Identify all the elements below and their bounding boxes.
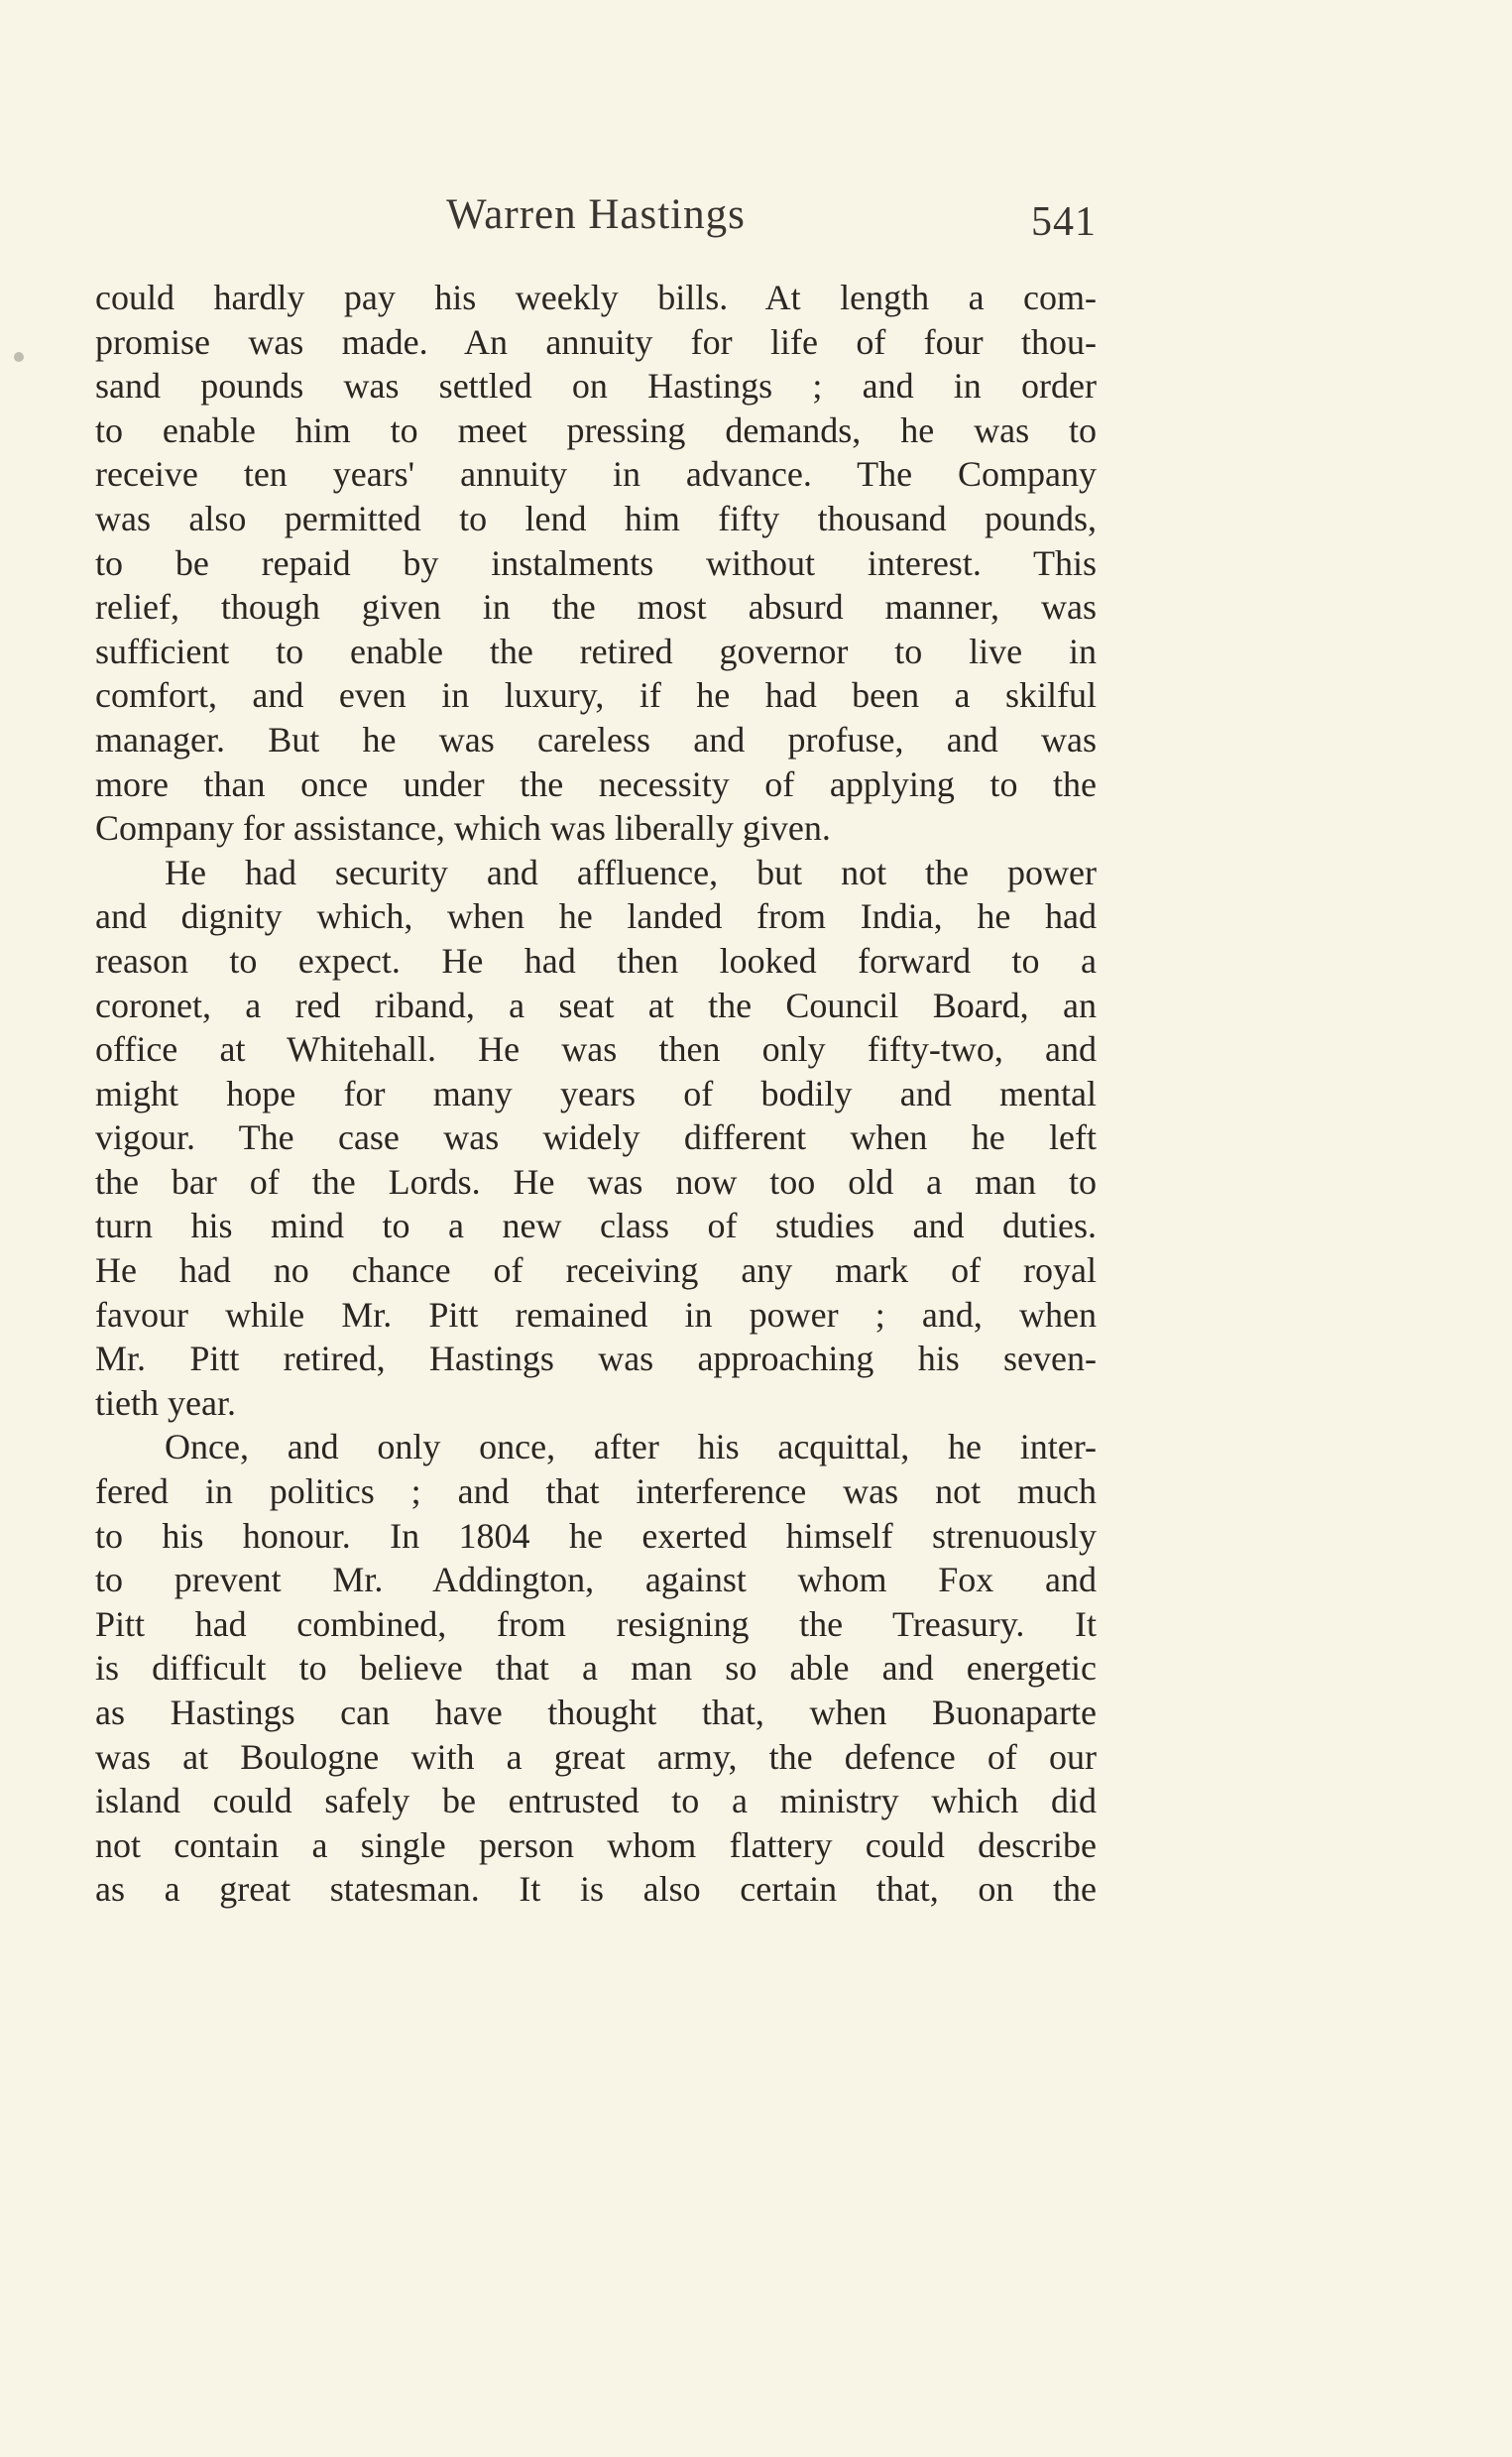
page-number: 541 bbox=[1031, 199, 1097, 245]
page-speck bbox=[14, 352, 24, 362]
text-line: to enable him to meet pressing demands, he was to bbox=[95, 410, 1097, 450]
text-line: could hardly pay his weekly bills. At length a com- bbox=[95, 278, 1097, 317]
paragraph-2 bbox=[95, 851, 1097, 1426]
text-line: is difficult to believe that a man so able and energetic bbox=[95, 1648, 1097, 1689]
text-line: comfort, and even in luxury, if he had been a skilful bbox=[95, 675, 1097, 716]
text-line: tieth year. bbox=[95, 1382, 236, 1423]
paragraph-1 bbox=[95, 276, 1097, 851]
body-text bbox=[95, 276, 1097, 1912]
text-line: sufficient to enable the retired governor to live in bbox=[95, 631, 1097, 671]
text-line: was also permitted to lend him fifty thousand pounds, bbox=[95, 498, 1097, 538]
text-line: sand pounds was settled on Hastings ; and in order bbox=[95, 366, 1097, 407]
text-line: the bar of the Lords. He was now too old a man to bbox=[95, 1161, 1097, 1202]
text-line: favour while Mr. Pitt remained in power ; and, when bbox=[95, 1294, 1097, 1335]
text-line: to prevent Mr. Addington, against whom Fox and bbox=[95, 1560, 1097, 1600]
text-line: vigour. The case was widely different when he left bbox=[95, 1117, 1097, 1158]
text-line: office at Whitehall. He was then only fifty-two, and bbox=[95, 1029, 1097, 1070]
text-line: promise was made. An annuity for life of four thou- bbox=[95, 321, 1097, 362]
text-line: turn his mind to a new class of studies and duties. bbox=[95, 1206, 1097, 1246]
text-line: Once, and only once, after his acquittal, he inter- bbox=[165, 1427, 1097, 1467]
text-line: He had no chance of receiving any mark of royal bbox=[95, 1250, 1097, 1291]
text-line: as Hastings can have thought that, when Buonaparte bbox=[95, 1693, 1097, 1732]
text-line: relief, though given in the most absurd manner, was bbox=[95, 587, 1097, 628]
running-title: Warren Hastings bbox=[446, 191, 746, 238]
text-line: as a great statesman. It is also certain that, on the bbox=[95, 1869, 1097, 1910]
text-line: receive ten years' annuity in advance. The Company bbox=[95, 454, 1097, 495]
text-line: Company for assistance, which was liberally given. bbox=[95, 808, 831, 849]
text-line: island could safely be entrusted to a ministry which did bbox=[95, 1781, 1097, 1821]
text-line: and dignity which, when he landed from India, he had bbox=[95, 896, 1097, 937]
text-line: He had security and affluence, but not the power bbox=[165, 852, 1097, 892]
text-line: fered in politics ; and that interference was not much bbox=[95, 1471, 1097, 1512]
text-line: Mr. Pitt retired, Hastings was approaching his seven- bbox=[95, 1339, 1097, 1379]
paragraph-3 bbox=[95, 1425, 1097, 1912]
text-line: to be repaid by instalments without interest. This bbox=[95, 542, 1097, 583]
text-line: more than once under the necessity of applying to the bbox=[95, 763, 1097, 804]
text-line: reason to expect. He had then looked forward to a bbox=[95, 940, 1097, 981]
text-line: Pitt had combined, from resigning the Treasury. It bbox=[95, 1603, 1097, 1644]
text-line: might hope for many years of bodily and mental bbox=[95, 1073, 1097, 1113]
text-line: was at Boulogne with a great army, the defence of our bbox=[95, 1736, 1097, 1777]
text-line: coronet, a red riband, a seat at the Council Board, an bbox=[95, 985, 1097, 1025]
text-line: manager. But he was careless and profuse, and was bbox=[95, 719, 1097, 760]
running-head bbox=[95, 190, 1097, 250]
text-line: to his honour. In 1804 he exerted himself strenuously bbox=[95, 1515, 1097, 1556]
text-line: not contain a single person whom flattery could describe bbox=[95, 1824, 1097, 1865]
